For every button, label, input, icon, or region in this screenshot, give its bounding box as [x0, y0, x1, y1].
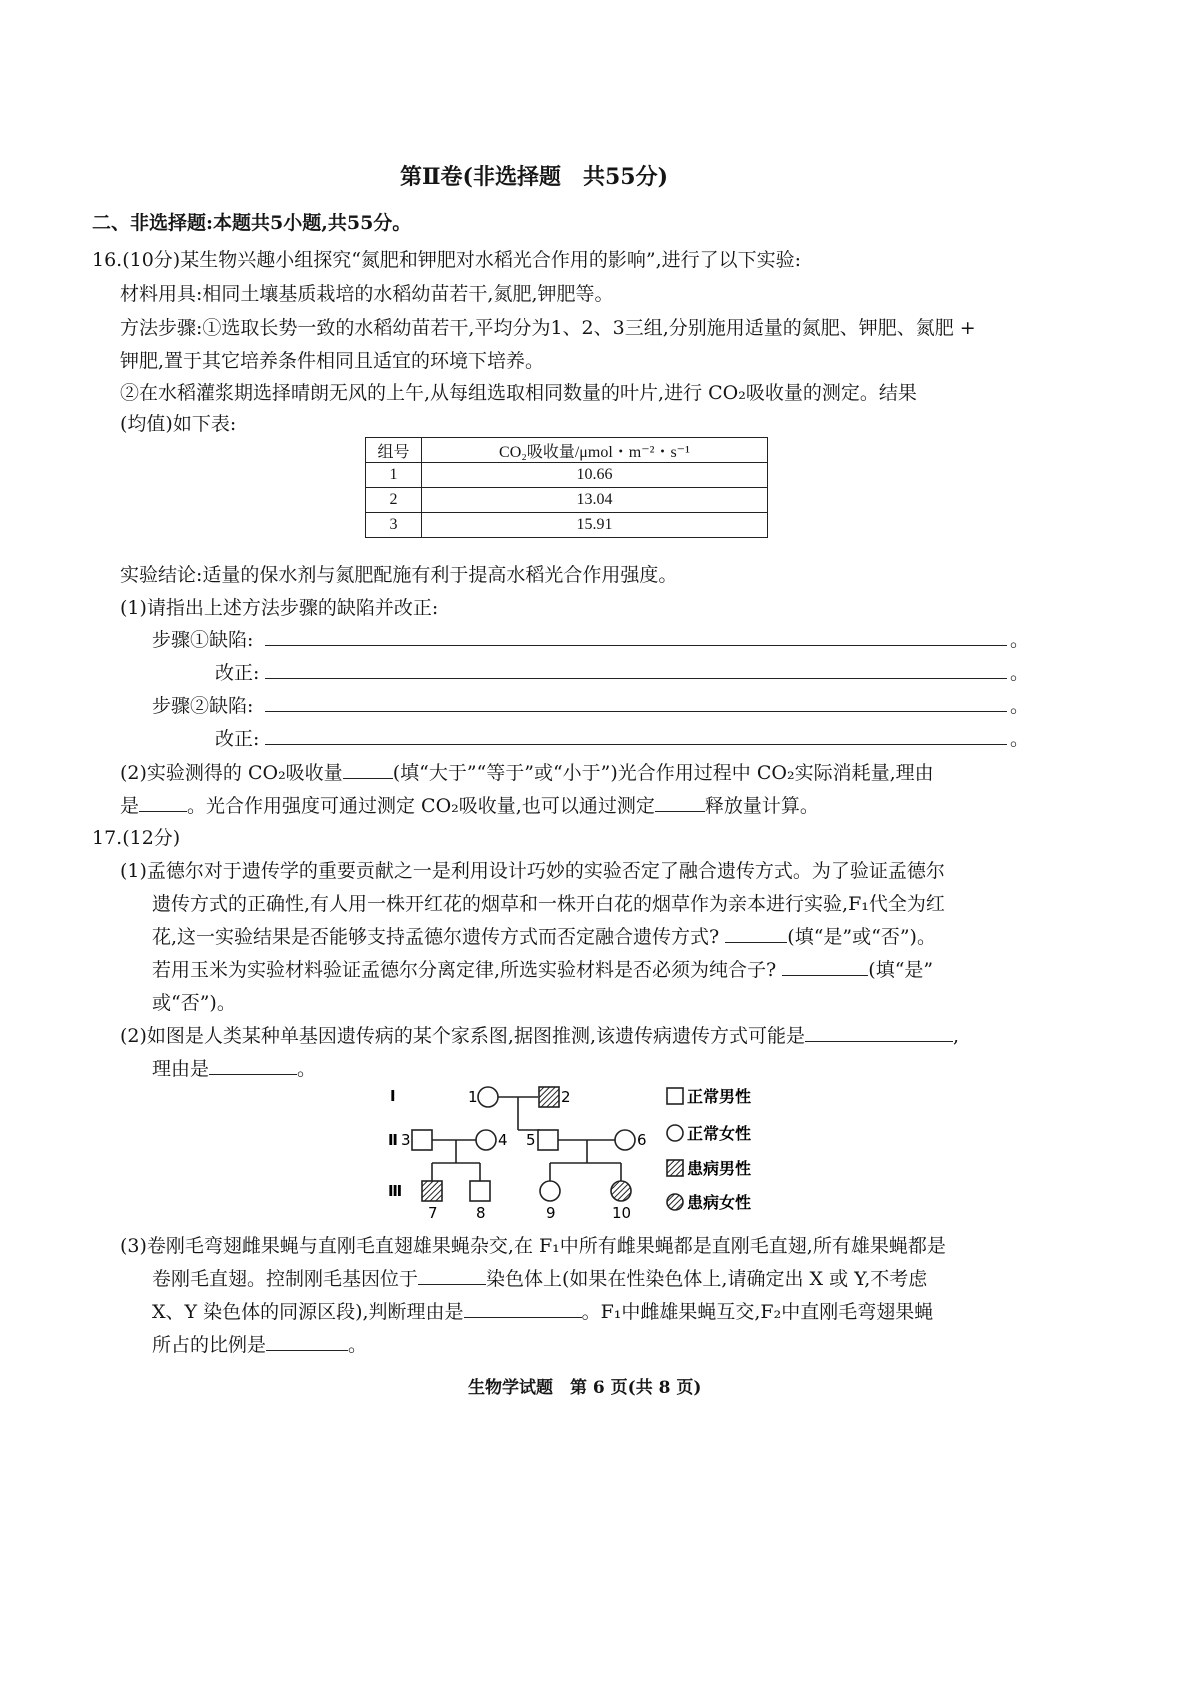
- table-cell: 2: [366, 488, 422, 513]
- ratio-blank[interactable]: [266, 1333, 348, 1351]
- section-heading: 二、非选择题:本题共5小题,共55分。: [92, 212, 412, 234]
- q17-p1-line3: [152, 922, 936, 949]
- individual-10: [611, 1181, 631, 1201]
- legend-label: 患病女性: [687, 1193, 752, 1212]
- q17-text: 花,这一实验结果是否能够支持孟德尔遗传方式而否定融合遗传方式?: [152, 926, 720, 948]
- table-cell: 13.04: [422, 488, 768, 513]
- legend-affected-female-icon: [667, 1194, 683, 1210]
- pure-line-blank[interactable]: [782, 958, 868, 976]
- generation-label: Ⅲ: [388, 1182, 403, 1200]
- individual-9: [540, 1181, 560, 1201]
- q17-p3-line3: [152, 1297, 933, 1324]
- period: 。: [1010, 695, 1030, 717]
- q16-step2-line2: (均值)如下表:: [120, 413, 237, 435]
- individual-number: 10: [612, 1204, 632, 1222]
- q17-text: 。: [348, 1334, 368, 1356]
- q16-sub2-text: (2)实验测得的 CO₂吸收量: [120, 762, 343, 784]
- table-cell: 10.66: [422, 463, 768, 488]
- table-cell: 3: [366, 513, 422, 538]
- q16-sub2-text: (填“大于”“等于”或“小于”)光合作用过程中 CO₂实际消耗量,理由: [392, 762, 934, 784]
- q16-conclusion: 实验结论:适量的保水剂与氮肥配施有利于提高水稻光合作用强度。: [120, 564, 678, 586]
- individual-number: 9: [546, 1204, 556, 1222]
- individual-number: 5: [526, 1131, 536, 1149]
- q17-text: (2)如图是人类某种单基因遗传病的某个家系图,据图推测,该遗传病遗传方式可能是: [120, 1025, 805, 1047]
- co2-compare-blank[interactable]: [343, 761, 393, 779]
- page-footer: 生物学试题 第 6 页(共 8 页): [468, 1378, 702, 1398]
- individual-number: 7: [428, 1204, 438, 1222]
- q16-sub2-line2: [120, 791, 819, 818]
- table-row: [366, 513, 768, 538]
- q17-text: 若用玉米为实验材料验证孟德尔分离定律,所选实验材料是否必须为纯合子?: [152, 959, 777, 981]
- q17-p3-line2: [152, 1264, 927, 1291]
- individual-3: [412, 1130, 432, 1150]
- individual-8: [470, 1181, 490, 1201]
- individual-1: [478, 1087, 498, 1107]
- individual-4: [476, 1130, 496, 1150]
- legend-label: 正常女性: [687, 1124, 752, 1143]
- table-header-cell: CO₂吸收量/μmol・m⁻²・s⁻¹: [422, 438, 768, 463]
- individual-number: 8: [476, 1204, 486, 1222]
- step1-defect-label: 步骤①缺陷:: [152, 629, 254, 651]
- individual-6: [615, 1130, 635, 1150]
- generation-label: Ⅱ: [388, 1131, 398, 1149]
- step2-defect-label: 步骤②缺陷:: [152, 695, 254, 717]
- release-blank[interactable]: [655, 794, 705, 812]
- q16-sub2-text: 释放量计算。: [704, 795, 819, 817]
- q17-text: 。: [297, 1058, 317, 1080]
- q17-p2-line2: [152, 1054, 316, 1081]
- q17-p1-line4: [152, 955, 933, 982]
- section-title: 第Ⅱ卷(非选择题 共55分): [400, 164, 668, 190]
- q16-sub2-text: 是: [120, 795, 140, 817]
- reason-blank[interactable]: [139, 794, 187, 812]
- judgement-reason-blank[interactable]: [464, 1300, 582, 1318]
- q17-text: ,: [953, 1025, 960, 1047]
- q17-text: (填“是”或“否”)。: [787, 926, 936, 948]
- q16-intro: 16.(10分)某生物兴趣小组探究“氮肥和钾肥对水稻光合作用的影响”,进行了以下实验:: [92, 249, 802, 271]
- q17-text: 染色体上(如果在性染色体上,请确定出 X 或 Y,不考虑: [486, 1268, 928, 1290]
- co2-table: [365, 437, 768, 538]
- inheritance-mode-blank[interactable]: [805, 1024, 953, 1042]
- table-cell: 1: [366, 463, 422, 488]
- legend-affected-male-icon: [667, 1160, 683, 1176]
- q16-method-line2: 钾肥,置于其它培养条件相同且适宜的环境下培养。: [120, 350, 545, 372]
- period: 。: [1010, 629, 1030, 651]
- step1-defect-answer-line[interactable]: [265, 645, 1007, 646]
- period: 。: [1010, 662, 1030, 684]
- q17-p3-line1: (3)卷刚毛弯翅雌果蝇与直刚毛直翅雄果蝇杂交,在 F₁中所有雌果蝇都是直刚毛直翅,所有雄果蝇都是: [120, 1235, 946, 1257]
- pedigree-diagram: [380, 1075, 800, 1225]
- individual-7: [422, 1181, 442, 1201]
- q17-p2-line1: [120, 1021, 959, 1048]
- step2-fix-answer-line[interactable]: [265, 744, 1007, 745]
- q17-p1-line2: 遗传方式的正确性,有人用一株开红花的烟草和一株开白花的烟草作为亲本进行实验,F₁代全为红: [152, 893, 945, 915]
- individual-2: [539, 1087, 559, 1107]
- individual-number: 6: [637, 1131, 647, 1149]
- chromosome-blank[interactable]: [418, 1267, 486, 1285]
- step2-fix-label: 改正:: [215, 728, 260, 750]
- table-cell: 15.91: [422, 513, 768, 538]
- support-blank[interactable]: [725, 925, 787, 943]
- q16-method-line1: 方法步骤:①选取长势一致的水稻幼苗若干,平均分为1、2、3三组,分别施用适量的氮肥、钾肥、氮肥 +: [120, 317, 976, 339]
- generation-label: Ⅰ: [390, 1087, 396, 1105]
- individual-number: 4: [498, 1131, 508, 1149]
- q16-sub2-line1: [120, 758, 934, 785]
- q16-sub2-text: 。光合作用强度可通过测定 CO₂吸收量,也可以通过测定: [187, 795, 655, 817]
- table-row: [366, 463, 768, 488]
- q17-intro: 17.(12分): [92, 827, 181, 849]
- legend-label: 患病男性: [687, 1159, 752, 1178]
- q17-text: 卷刚毛直翅。控制刚毛基因位于: [152, 1268, 419, 1290]
- q16-sub1-prompt: (1)请指出上述方法步骤的缺陷并改正:: [120, 597, 439, 619]
- reason-blank[interactable]: [209, 1057, 297, 1075]
- table-header-row: [366, 438, 768, 463]
- q17-p3-line4: [152, 1330, 367, 1357]
- step1-fix-label: 改正:: [215, 662, 260, 684]
- q17-text: 。F₁中雌雄果蝇互交,F₂中直刚毛弯翅果蝇: [581, 1301, 934, 1323]
- q17-text: 所占的比例是: [152, 1334, 267, 1356]
- q16-materials: 材料用具:相同土壤基质栽培的水稻幼苗若干,氮肥,钾肥等。: [120, 283, 614, 305]
- period: 。: [1010, 728, 1030, 750]
- q17-text: 理由是: [152, 1058, 210, 1080]
- individual-5: [538, 1130, 558, 1150]
- legend-normal-female-icon: [667, 1125, 683, 1141]
- q16-step2-line1: ②在水稻灌浆期选择晴朗无风的上午,从每组选取相同数量的叶片,进行 CO₂吸收量的测定。结果: [120, 382, 917, 404]
- table-row: [366, 488, 768, 513]
- q17-p1-line5: 或“否”)。: [152, 992, 236, 1014]
- individual-number: 3: [401, 1131, 411, 1149]
- q17-p1-line1: (1)孟德尔对于遗传学的重要贡献之一是利用设计巧妙的实验否定了融合遗传方式。为了验证孟德尔: [120, 860, 945, 882]
- legend-label: 正常男性: [687, 1087, 752, 1106]
- q17-text: X、Y 染色体的同源区段),判断理由是: [152, 1301, 464, 1323]
- legend-normal-male-icon: [667, 1088, 683, 1104]
- table-header-cell: 组号: [366, 438, 422, 463]
- step2-defect-answer-line[interactable]: [265, 711, 1007, 712]
- q17-text: (填“是”: [868, 959, 934, 981]
- individual-number: 2: [561, 1088, 571, 1106]
- individual-number: 1: [468, 1088, 478, 1106]
- step1-fix-answer-line[interactable]: [265, 678, 1007, 679]
